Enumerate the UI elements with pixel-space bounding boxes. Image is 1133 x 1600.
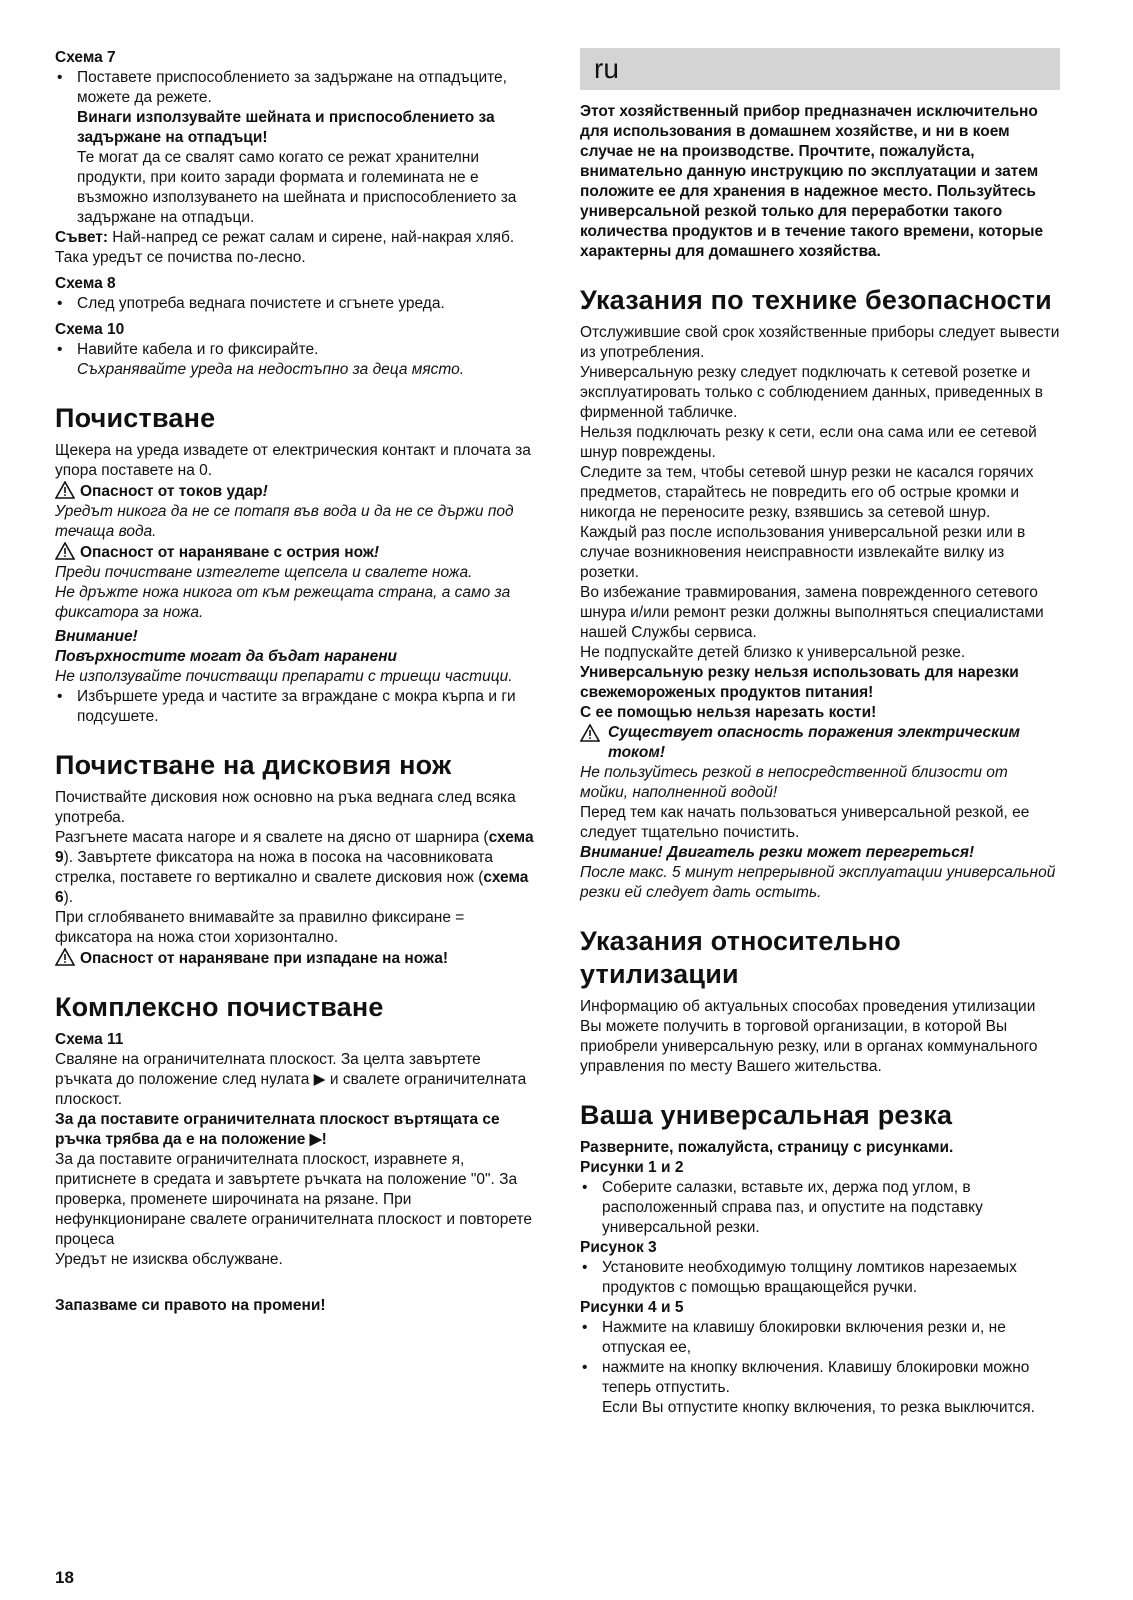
warning-text: Не пользуйтесь резкой в непосредственной близости от мойки, наполненной водой! <box>580 764 1008 801</box>
scheme-7-caption: Схема 7 <box>55 49 116 66</box>
scheme-ref: схема 6 <box>55 869 529 906</box>
tip-paragraph <box>55 228 537 268</box>
body-text: Почиствайте дисковия нож основно на ръка веднага след всяка употреба. <box>55 789 516 826</box>
body-text-bold: С ее помощью нельзя нарезать кости! <box>580 704 877 721</box>
figure-caption: Рисунки 4 и 5 <box>580 1299 684 1316</box>
body-text: Каждый раз после использования универсальной резки или в случае возникновения неисправности извлекайте вилку из розетки. <box>580 524 1026 581</box>
section-heading-safety: Указания по технике безопасности <box>580 285 1052 315</box>
warning-title: Существует опасность поражения электрическим током! <box>608 724 1020 761</box>
warning-triangle-icon <box>55 948 75 966</box>
body-text-bold: За да поставите ограничителната плоскост въртящата се ръчка трябва да е на положение ▶! <box>55 1111 500 1148</box>
body-text: Уредът не изисква обслужване. <box>55 1251 283 1268</box>
language-bar: ru <box>580 48 1060 90</box>
scheme-11-caption: Схема 11 <box>55 1031 124 1048</box>
text-span: Разгънете масата нагоре и я свалете на дясно от шарнира ( <box>55 829 489 846</box>
warning-text: Винаги използувайте шейната и приспособлението за задържане на отпадъци! <box>77 109 495 146</box>
body-text: Щекера на уреда извадете от електрическия контакт и плочата за упора поставете на 0. <box>55 442 531 479</box>
list-item: • нажмите на кнопку включения. Клавишу блокировки можно теперь отпустить. <box>580 1358 1060 1398</box>
intro-text: Этот хозяйственный прибор предназначен исключительно для использования в домашнем хозяйстве, и ни в коем случае не на производстве. Прочтите, пожалуйста, внимательно данную инструкцию по эксплуатации и затем положите ее для хранения в надежное место. Пользуйтесь универсальной резкой только для переработки такого количества продуктов и в течение такого времени, которые характерны для домашнего хозяйства. <box>580 103 1044 260</box>
unfold-note: Разверните, пожалуйста, страницу с рисунками. <box>580 1139 954 1156</box>
body-text: За да поставите ограничителната плоскост, изравнете я, притиснете в средата и завъртете ръчката на положение "0". За проверка, променете широчината на рязане. При нефункциониране свалете ограничителната плоскост и повторете процеса <box>55 1151 533 1248</box>
motor-warning-text: После макс. 5 минут непрерывной эксплуатации универсальной резки ей следует дать остыть. <box>580 864 1056 901</box>
section-heading-cleaning: Почистване <box>55 403 216 433</box>
tip-text: Най-напред се режат салам и сирене, най-накрая хляб. Така уредът се почиства по-лесно. <box>55 229 515 266</box>
figure-caption: Рисунки 1 и 2 <box>580 1159 684 1176</box>
text-span: ). Завъртете фиксатора на ножа в посока на часовниковата стрелка, поставете го вертикално и свалете дисковия нож ( <box>55 849 494 886</box>
right-column <box>580 48 1060 1418</box>
list-item: • След употреба веднага почистете и сгънете уреда. <box>55 294 537 314</box>
warning-line <box>55 948 537 969</box>
scheme-10-caption: Схема 10 <box>55 321 125 338</box>
section-heading-disc-knife: Почистване на дисковия нож <box>55 750 452 780</box>
scheme-ref: схема 9 <box>55 829 534 866</box>
body-text: Перед тем как начать пользоваться универсальной резкой, ее следует тщательно почистить. <box>580 804 1030 841</box>
body-text <box>55 828 537 908</box>
left-column <box>55 48 537 1316</box>
body-text: Не подпускайте детей близко к универсальной резке. <box>580 644 966 661</box>
warning-title: Опасност от токов удар <box>80 483 263 500</box>
attention-subtitle: Повърхностите могат да бъдат наранени <box>55 648 398 665</box>
list-item: • Соберите салазки, вставьте их, держа под углом, в расположенный справа паз, и опустите на подставку универсальной резки. <box>580 1178 1060 1238</box>
list-item: • Навийте кабела и го фиксирайте. <box>55 340 537 360</box>
attention-title: Внимание! <box>55 628 138 645</box>
body-text: При сглобяването внимавайте за правилно фиксиране = фиксатора на ножа стои хоризонтално. <box>55 909 465 946</box>
body-text: Универсальную резку следует подключать к сетевой розетке и эксплуатировать только с соблюдением данных, приведенных в фирменной табличке. <box>580 364 1044 421</box>
storage-note: Съхранявайте уреда на недостъпно за деца място. <box>77 361 465 378</box>
section-heading-your-slicer: Ваша универсальная резка <box>580 1100 953 1130</box>
motor-warning-title: Внимание! Двигатель резки может перегреться! <box>580 844 975 861</box>
body-text: Во избежание травмирования, замена поврежденного сетевого шнура и/или ремонт резки должны выполняться специалистами нашей Службы сервиса. <box>580 584 1044 641</box>
body-text: Если Вы отпустите кнопку включения, то резка выключится. <box>602 1399 1035 1416</box>
warning-line: Опасност от токов удар! <box>55 481 537 502</box>
warning-line <box>580 723 1060 763</box>
list-item: • Установите необходимую толщину ломтиков нарезаемых продуктов с помощью вращающейся ручки. <box>580 1258 1060 1298</box>
list-item: • Избършете уреда и частите за вграждане с мокра кърпа и ги подсушете. <box>55 687 537 727</box>
body-text: Нельзя подключать резку к сети, если она сама или ее сетевой шнур повреждены. <box>580 424 1037 461</box>
warning-line: Опасност от нараняване с острия нож! <box>55 542 537 563</box>
scheme-8-caption: Схема 8 <box>55 275 116 292</box>
attention-text: Не използувайте почистващи препарати с триещи частици. <box>55 668 513 685</box>
section-heading-disposal: Указания относительно утилизации <box>580 926 901 989</box>
body-text: Те могат да се свалят само когато се режат хранителни продукти, при които заради формата и големината не е възможно използуването на шейната и приспособлението за задържане на отпадъци. <box>77 149 517 226</box>
body-text-bold: Универсальную резку нельзя использовать для нарезки свежемороженых продуктов питания! <box>580 664 1019 701</box>
warning-triangle-icon <box>55 481 75 499</box>
list-item: • Поставете приспособлението за задържане на отпадъците, можете да режете. <box>55 68 537 108</box>
section-heading-complex-cleaning: Комплексно почистване <box>55 992 384 1022</box>
body-text: Отслужившие свой срок хозяйственные приборы следует вывести из употребления. <box>580 324 1060 361</box>
list-item: • Нажмите на клавишу блокировки включения резки и, не отпуская ее, <box>580 1318 1060 1358</box>
warning-triangle-icon <box>580 724 600 742</box>
rights-reserved: Запазваме си правото на промени! <box>55 1297 326 1314</box>
body-text: Следите за тем, чтобы сетевой шнур резки не касался горячих предметов, старайтесь не повредить его об острые кромки и никогда не переносите резку, взявшись за сетевой шнур. <box>580 464 1034 521</box>
warning-title: Опасност от нараняване при изпадане на ножа! <box>80 950 448 967</box>
body-text: Информацию об актуальных способах проведения утилизации Вы можете получить в торговой организации, в которой Вы приобрели универсальную резку, или в органах коммунального управления по месту Вашего жительства. <box>580 998 1038 1075</box>
warning-title: Опасност от нараняване с острия нож <box>80 544 374 561</box>
body-text: Сваляне на ограничителната плоскост. За целта завъртете ръчката до положение след нулата ▶ и свалете ограничителната плоскост. <box>55 1051 527 1108</box>
warning-text: Преди почистване изтеглете щепсела и свалете ножа. <box>55 564 473 581</box>
tip-label: Съвет: <box>55 229 108 246</box>
warning-text: Не дръжте ножа никога от към режещата страна, а само за фиксатора за ножа. <box>55 584 511 621</box>
warning-triangle-icon <box>55 542 75 560</box>
figure-caption: Рисунок 3 <box>580 1239 657 1256</box>
warning-text: Уредът никога да не се потапя във вода и да не се държи под течаща вода. <box>55 503 514 540</box>
page-number: 18 <box>55 1568 74 1587</box>
text-span: ). <box>63 889 74 906</box>
